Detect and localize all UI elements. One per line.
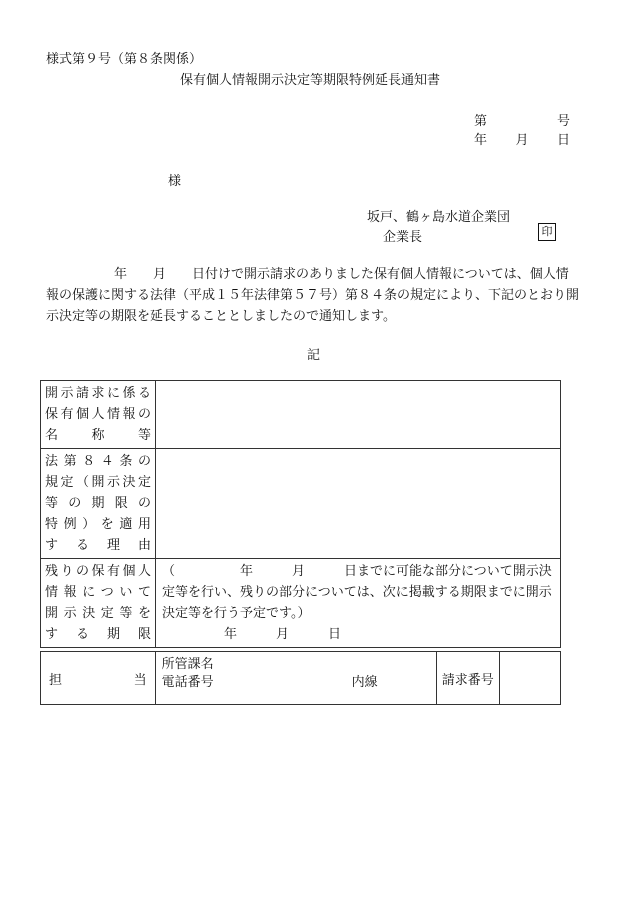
label-line: 等の期限の <box>45 496 151 511</box>
body-month: 月 <box>153 267 167 282</box>
details-table <box>40 380 561 648</box>
seal-mark: 印 <box>538 223 556 241</box>
tanto-label <box>41 652 156 705</box>
date-day: 日 <box>556 133 570 148</box>
document-title: 保有個人情報開示決定等期限特例延長通知書 <box>180 73 441 88</box>
label-line: 保有個人情報の <box>45 407 151 422</box>
table-row <box>41 449 561 559</box>
label-line: 情報について <box>45 585 151 600</box>
deadline-text: （ 年 月 日までに可能な部分について開示決定等を行い、残りの部分については、次に掲載する期限までに開示決定等を行う予定です。） <box>162 564 552 621</box>
label-line: 開示決定等を <box>45 606 151 621</box>
phone-label: 電話番号 <box>161 675 214 690</box>
document-number-line <box>474 110 570 129</box>
table-row <box>41 652 561 705</box>
form-number: 様式第９号（第８条関係） <box>46 52 203 67</box>
label-line: する期限 <box>45 627 151 642</box>
row-label-info-name <box>41 381 156 449</box>
extension-label: 内線 <box>351 675 378 690</box>
addressee-suffix: 様 <box>168 174 182 189</box>
issuer-organization: 坂戸、鶴ヶ島水道企業団 <box>367 210 511 225</box>
row-label-deadline <box>41 559 156 648</box>
number-prefix: 第 <box>474 114 488 129</box>
document-date-line <box>474 129 570 148</box>
request-number-field[interactable] <box>499 652 560 705</box>
ki-heading: 記 <box>307 348 321 363</box>
notice-body <box>46 264 580 327</box>
dept-label: 所管課名 <box>161 657 214 672</box>
table-row <box>41 381 561 449</box>
label-line: 開示請求に係る <box>45 386 151 401</box>
issuer-title: 企業長 <box>383 230 423 245</box>
deadline-cell[interactable] <box>156 559 561 648</box>
date-year: 年 <box>474 133 488 148</box>
info-name-cell[interactable] <box>156 381 561 449</box>
label-line: 特例）を適用 <box>45 517 151 532</box>
table-row <box>41 559 561 648</box>
request-number-label: 請求番号 <box>436 652 499 705</box>
deadline-date: 年 月 日 <box>224 627 342 642</box>
label-line: する理由 <box>45 538 151 553</box>
number-suffix: 号 <box>556 114 570 129</box>
label-line: 規定（開示決定 <box>45 475 151 490</box>
label-line: 名 称 等 <box>45 428 151 443</box>
tanto-right: 当 <box>133 672 147 688</box>
row-label-reason <box>41 449 156 559</box>
label-line: 法第８４条の <box>45 454 151 469</box>
body-text: 日付けで開示請求のありました保有個人情報については、個人情報の保護に関する法律（平成１５年法律第５７号）第８４条の規定により、下記のとおり開示決定等の期限を延長することとしましたので通知します。 <box>46 267 580 324</box>
reason-cell[interactable] <box>156 449 561 559</box>
body-year: 年 <box>114 267 128 282</box>
contact-table <box>40 651 561 705</box>
label-line: 残りの保有個人 <box>45 564 151 579</box>
date-month: 月 <box>515 133 529 148</box>
department-cell[interactable] <box>155 652 436 705</box>
tanto-left: 担 <box>49 672 63 688</box>
